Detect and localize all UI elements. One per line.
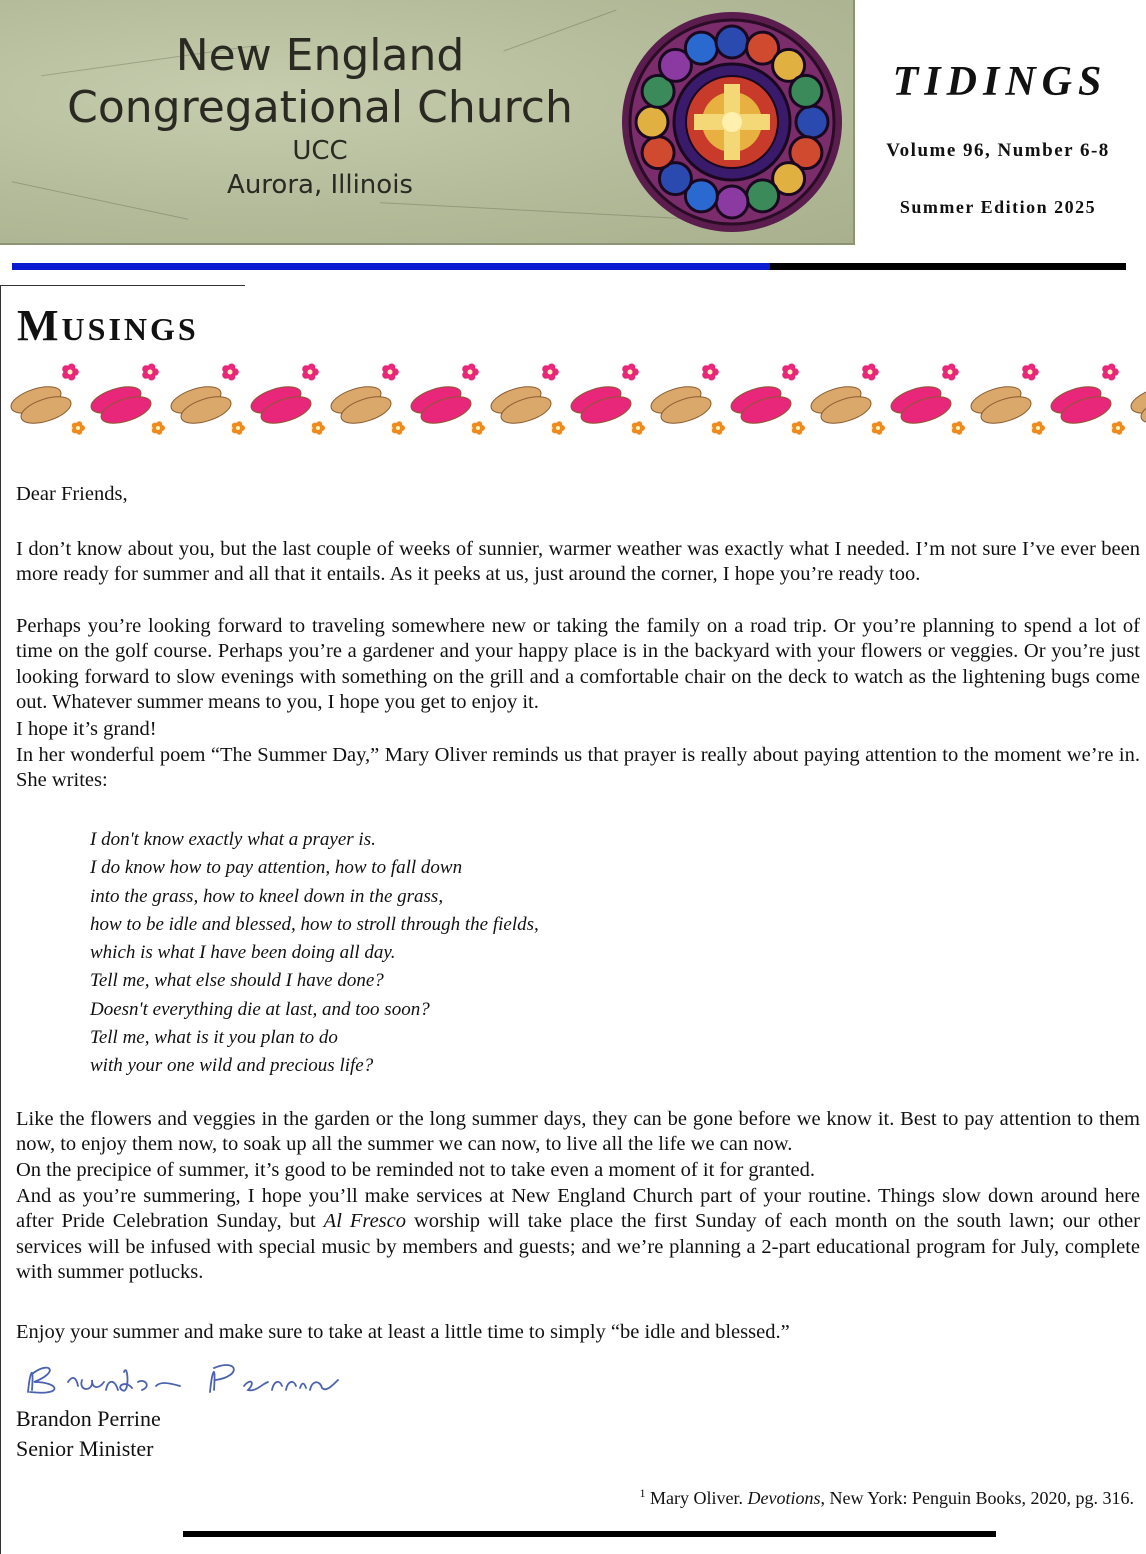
letter-paragraph: In her wonderful poem “The Summer Day,” Mary Oliver reminds us that prayer is really about paying attention to the moment we’re in. She writes: — [16, 744, 1140, 792]
flower-center-icon — [868, 370, 873, 375]
window-petal — [747, 180, 779, 212]
flower-center-icon — [316, 426, 320, 430]
flower-center-icon — [556, 426, 560, 430]
paragraph-text: And as you’re summering, I hope you’ll make services at New England Church part of your routine. Things slow down around here after Pride Celebration Sunday, but — [16, 1185, 1140, 1233]
flower-center-icon — [1036, 426, 1040, 430]
flower-center-icon — [1116, 426, 1120, 430]
signature — [20, 1352, 340, 1402]
letter-paragraph: Like the flowers and veggies in the garden or the long summer days, they can be gone before we know it. Best to pay attention to them now, to enjoy them now, to soak up all the summer we can now, to live all the life we can now. — [16, 1108, 1140, 1156]
signer-title: Senior Minister — [16, 1436, 154, 1461]
section-title-rest: USINGS — [61, 311, 199, 347]
window-petal — [790, 75, 822, 107]
edition-label: Summer Edition 2025 — [899, 197, 1097, 217]
header-rule-blue — [12, 263, 770, 270]
header-rule-black — [770, 263, 1126, 270]
letter-paragraph: Perhaps you’re looking forward to traveling somewhere new or taking the family on a road trip. Or you’re planning to spend a lot of time on the golf course. Perhaps you’re a gardener and your happy place is in the backyard with your flowers or veggies. Or you’re just looking forward to slow evenings with something on the grill and a comfortable chair on the deck to watch as the lightening bugs come out. Whatever summer means to you, I hope you get to enjoy it. — [16, 615, 1140, 714]
window-petal — [716, 186, 748, 218]
letter-closing: Enjoy your summer and make sure to take at least a little time to simply “be idle and blessed.” — [16, 1321, 790, 1343]
church-denomination: UCC — [292, 136, 348, 166]
poem-line: I don't know exactly what a prayer is. — [90, 829, 376, 850]
flower-center-icon — [148, 370, 153, 375]
letter-paragraph: I hope it’s grand! — [16, 718, 157, 740]
flower-center-icon — [876, 426, 880, 430]
footer-rule — [183, 1531, 996, 1537]
poem-line: I do know how to pay attention, how to fall down — [90, 857, 463, 879]
letter-paragraph: On the precipice of summer, it’s good to be reminded not to take even a moment of it for granted. — [16, 1159, 816, 1181]
footnote-author: Mary Oliver. — [645, 1488, 748, 1508]
flower-center-icon — [636, 426, 640, 430]
flower-center-icon — [468, 370, 473, 375]
flower-center-icon — [628, 370, 633, 375]
footnote-mark: 1 — [639, 1486, 646, 1500]
flower-center-icon — [236, 426, 240, 430]
section-title — [17, 300, 199, 351]
flower-center-icon — [548, 370, 553, 375]
poem-line: with your one wild and precious life? — [90, 1055, 374, 1077]
poem-line: Doesn't everything die at last, and too soon? — [90, 998, 430, 1020]
flower-center-icon — [1108, 370, 1113, 375]
flower-center-icon — [396, 426, 400, 430]
window-petal — [685, 32, 717, 64]
signer-name: Brandon Perrine — [16, 1406, 161, 1431]
section-box-top — [0, 285, 245, 286]
publication-title: TIDINGS — [892, 59, 1108, 105]
flower-center-icon — [796, 426, 800, 430]
letter-paragraph: I don’t know about you, but the last couple of weeks of sunnier, warmer weather was exactly what I needed. I’m not sure I’ve ever been more ready for summer and all that it entails. As it peeks at us, just around the corner, I hope you’re ready too. — [16, 538, 1140, 586]
flower-center-icon — [476, 426, 480, 430]
poem-line: which is what I have been doing all day. — [90, 942, 396, 964]
poem-line: Tell me, what is it you plan to do — [90, 1027, 338, 1049]
poem-line: into the grass, how to kneel down in the grass, — [90, 885, 444, 907]
footnote-book: Devotions — [747, 1488, 821, 1508]
flower-center-icon — [788, 370, 793, 375]
window-petal — [636, 106, 668, 138]
window-petal — [642, 137, 674, 169]
footnote-rest: , New York: Penguin Books, 2020, pg. 316. — [820, 1488, 1134, 1508]
letter-greeting: Dear Friends, — [16, 483, 128, 505]
flower-center-icon — [388, 370, 393, 375]
flip-flop-border — [8, 352, 1146, 444]
poem-line: Tell me, what else should I have done? — [90, 970, 384, 992]
flower-center-icon — [228, 370, 233, 375]
poem-block — [90, 826, 690, 1081]
flower-center-icon — [76, 426, 80, 430]
church-location: Aurora, Illinois — [227, 170, 413, 200]
paragraph-italic: Al Fresco — [323, 1210, 406, 1233]
flower-center-icon — [308, 370, 313, 375]
flower-center-icon — [156, 426, 160, 430]
stained-glass-window-icon — [620, 10, 844, 234]
flower-center-icon — [1028, 370, 1033, 375]
masthead-banner — [0, 0, 855, 245]
volume-number: Volume 96, Number 6-8 — [886, 140, 1110, 161]
poem-line: how to be idle and blessed, how to stroll through the fields, — [90, 913, 539, 935]
window-petal — [716, 26, 748, 58]
signer-block — [16, 1404, 161, 1464]
church-name-line1: New England — [175, 30, 465, 81]
flower-center-icon — [68, 370, 73, 375]
window-petal — [796, 106, 828, 138]
flower-center-icon — [708, 370, 713, 375]
flower-center-icon — [716, 426, 720, 430]
section-title-initial: M — [17, 301, 62, 350]
section-box-left — [0, 285, 1, 1554]
paragraph-text: worship will take place the first Sunday of each month on the south lawn; our other services will be infused with special music by members and guests; and we’re planning a 2-part educational program for July, complete with summer potlucks. — [16, 1210, 1140, 1284]
flower-center-icon — [948, 370, 953, 375]
church-name-line2: Congregational Church — [67, 82, 573, 133]
letter-paragraph — [16, 1184, 1140, 1286]
flower-center-icon — [956, 426, 960, 430]
footnote — [500, 1486, 1134, 1509]
